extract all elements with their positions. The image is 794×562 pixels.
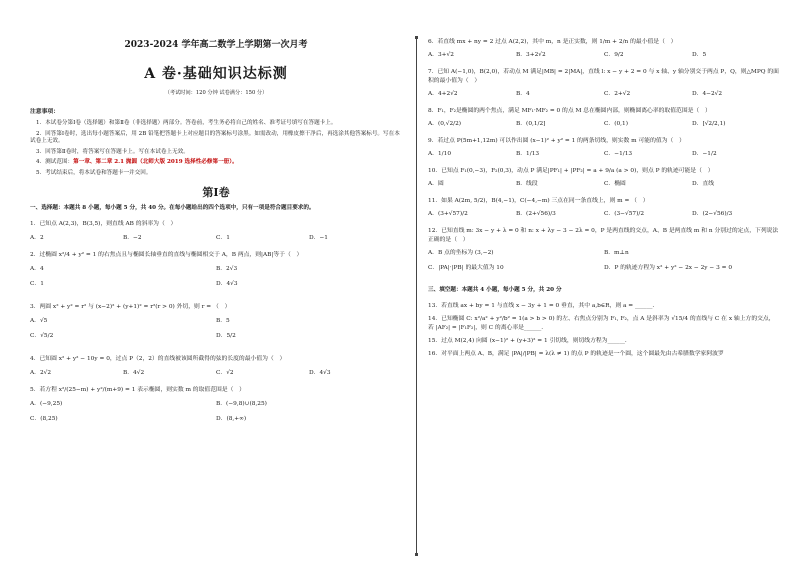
fill-question: 13．若直线 ax + by = 1 与直线 x − 3y + 1 = 0 垂直，其中 a,b∈R，则 a = ______. — [428, 302, 655, 309]
question-text: 6．若直线 mx + ny = 2 过点 A(2,2)，其中 m，n 是正实数，则 1/m + 2/n 的最小值是（ ） — [428, 39, 677, 45]
option: B．m⊥n — [604, 250, 629, 256]
question-options — [428, 90, 780, 99]
option: C．−1/13 — [604, 151, 633, 157]
note-item: 3．回答第Ⅱ卷时，将答案写在答题卡上。写在本试卷上无效。 — [36, 148, 189, 155]
option: D．P 的轨迹方程为 x² + y² − 2x − 2y − 3 = 0 — [604, 265, 733, 271]
section-heading: 一、选择题：本题共 8 小题，每小题 5 分，共 40 分。在每小题给出的四个选项中，只有一项是符合题目要求的。 — [30, 205, 315, 211]
fill-question: 15．过点 M(2,4) 向圆 (x−1)² + (y+3)² = 1 引切线，则切线方程为______. — [428, 337, 627, 344]
option: B．5 — [216, 317, 230, 324]
question-text: 5．若方程 x²/(25−m) + y²/(m+9) = 1 表示椭圆，则实数 m 的取值范围是（ ） — [30, 386, 245, 393]
option: D．(2−√56)/3 — [692, 211, 733, 217]
note-range-value: 第一章、第二章 2.1 抛圆（北师大版 2019 选择性必修第一册）。 — [73, 159, 238, 165]
question-block — [30, 303, 402, 347]
question-text: 1．已知点 A(2,3)，B(3,5)，则直线 AB 的斜率为（ ） — [30, 220, 177, 227]
option: C．|PA|·|PB| 的最大值为 10 — [428, 265, 504, 271]
question-options — [428, 150, 780, 159]
question-options — [30, 265, 402, 295]
option: A．4 — [30, 265, 44, 272]
question-options — [428, 180, 780, 189]
option: C．2+√2 — [604, 91, 631, 97]
option: C．(0,1) — [604, 121, 628, 127]
notes-heading: 注意事项： — [30, 109, 59, 115]
option: C．(3−√57)/2 — [604, 211, 645, 217]
right-column — [416, 0, 794, 562]
exam-meta: （考试时间：120 分钟 试卷满分：150 分） — [164, 90, 268, 96]
option: D．5 — [692, 52, 707, 58]
option: D．−1/2 — [692, 151, 717, 157]
question-options — [30, 317, 402, 347]
exam-title: 2023-2024 学年高二数学上学期第一次月考 — [124, 40, 308, 50]
fill-question: 16．对平面上两点 A、B，满足 |PA|/|PB| = λ(λ ≠ 1) 的点 P 的轨迹是一个圆，这个圆最先由古希腊数学家阿波罗 — [428, 350, 724, 357]
option: B．(−9,8)∪(8,25) — [216, 400, 267, 407]
question-options — [428, 51, 780, 60]
option: B．−2 — [123, 234, 142, 241]
option: C．√2 — [216, 369, 234, 376]
option: A．3+√2 — [428, 52, 454, 58]
question-text: 8．F₁，F₂是椭圆的两个焦点，满足 MF₁·MF₂ = 0 的点 M 总在椭圆内部，则椭圆离心率的取值范围是（ ） — [428, 108, 711, 114]
option: C．(8,25) — [30, 415, 58, 422]
option: D．4√3 — [216, 280, 238, 287]
option: A．B 点的坐标为 (3,−2) — [428, 250, 494, 256]
option: B．2√3 — [216, 265, 238, 272]
question-text: 10．已知点 F₁(0,−3)，F₂(0,3)，动点 P 满足|PF₁| + |PF₂| = a + 9/a (a > 0)，则点 P 的轨迹可能是（ ） — [428, 168, 714, 174]
option: A．2 — [30, 234, 44, 241]
question-block — [428, 197, 780, 219]
option: D．4−2√2 — [692, 91, 723, 97]
exam-subtitle: A 卷·基础知识达标测 — [144, 66, 288, 82]
note-item: 1．本试卷分第Ⅰ卷（选择题）和第Ⅱ卷（非选择题）两部分。答卷前，考生务必将自己的姓名、准考证号填写在答题卡上。 — [36, 120, 337, 126]
question-block — [428, 227, 780, 279]
option: D．5/2 — [216, 332, 236, 339]
section-heading: 三、填空题：本题共 4 小题，每小题 5 分，共 20 分 — [428, 287, 562, 293]
option: A．(−9,25) — [30, 400, 63, 407]
fill-question: 14．已知椭圆 C: x²/a² + y²/b² = 1(a > b > 0) 的左、右焦点分别为 F₁, F₂，点 A 是斜率为 √15/4 的直线与 C 在 x 轴上方的交点，若 |AF₂| = |F₁F₂|，则 C 的离心率是______. — [428, 315, 775, 331]
question-text: 2．过椭圆 x²/4 + y² = 1 的右焦点且与椭圆长轴垂直的直线与椭圆相交于 A，B 两点，则|AB|等于（ ） — [30, 251, 303, 258]
option: D．−1 — [309, 234, 328, 241]
volume-title: 第Ⅰ卷 — [202, 186, 230, 199]
question-block — [30, 251, 402, 295]
question-block — [30, 386, 402, 430]
question-block — [428, 38, 780, 60]
option: C．1 — [30, 280, 44, 287]
question-text: 4．已知圆 x² + y² − 10y = 0，过点 P（2，2）的直线被该圆所截得的弦的长度的最小值为（ ） — [30, 355, 286, 362]
note-item-range — [30, 159, 402, 167]
question-options — [428, 120, 780, 129]
option: B．(0,1/2] — [516, 121, 546, 127]
question-block — [428, 137, 780, 159]
option: D．[√2/2,1) — [692, 121, 726, 127]
question-text: 3．两圆 x² + y² = r² 与 (x−2)² + (y+1)² = r²(r > 0) 外切，则 r = （ ） — [30, 303, 231, 310]
option: D．直线 — [692, 181, 715, 187]
question-options — [30, 234, 402, 243]
question-text: 11．如果 A(2m, 5/2)，B(4,−1)，C(−4,−m) 三点在同一条直线上，则 m = （ ） — [428, 198, 649, 204]
option: B．1/13 — [516, 151, 540, 157]
question-options — [30, 400, 402, 430]
question-text: 7．已知 A(−1,0)，B(2,0)，若动点 M 满足|MB| = 2|MA|，直线 l: x − y + 2 = 0 与 x 轴、y 轴分别交于两点 P，Q，则△MPQ 的面积的最小值为（ ） — [428, 69, 779, 84]
option: A．2√2 — [30, 369, 52, 376]
option: D．(8,+∞) — [216, 415, 247, 422]
option: D．4√3 — [309, 369, 331, 376]
question-text: 12．已知直线 m: 3x − y + λ = 0 和 n: x + λy − 3 − 2λ = 0，P 是两直线的交点，A、B 是两直线 m 和 n 分别过的定点，下列说法正确的是（ ） — [428, 228, 779, 243]
question-options — [428, 249, 780, 279]
option: B．线段 — [516, 181, 538, 187]
option: A．(0,√2/2) — [428, 121, 462, 127]
option: A．圆 — [428, 181, 444, 187]
question-options — [30, 369, 402, 378]
question-options — [428, 210, 780, 219]
option: B．3+2√2 — [516, 52, 546, 58]
note-item: 2．回答第Ⅰ卷时，选出每小题答案后，用 2B 铅笔把答题卡上对应题目的答案标号涂黑。如需改动，用橡皮擦干净后，再选涂其他答案标号。写在本试卷上无效。 — [30, 130, 400, 144]
option: A．√5 — [30, 317, 48, 324]
question-block — [30, 355, 402, 378]
question-block — [428, 107, 780, 129]
question-text: 9．若过点 P(5m+1,12m) 可以作出圆 (x−1)² + y² = 1 的两条切线，则实数 m 可能的值为（ ） — [428, 138, 685, 144]
option: C．√5/2 — [30, 332, 54, 339]
question-block — [428, 68, 780, 99]
question-block — [428, 167, 780, 189]
option: C．1 — [216, 234, 230, 241]
note-range-label: 4．测试范围： — [36, 159, 74, 165]
option: B．(2+√56)/3 — [516, 211, 556, 217]
option: A．(3+√57)/2 — [428, 211, 468, 217]
option: B．4 — [516, 91, 530, 97]
question-block — [30, 220, 402, 243]
option: C．9/2 — [604, 52, 624, 58]
option: B．4√2 — [123, 369, 145, 376]
option: A．4+2√2 — [428, 91, 458, 97]
option: A．1/10 — [428, 151, 452, 157]
option: C．椭圆 — [604, 181, 626, 187]
note-item: 5．考试结束后，将本试卷和答题卡一并交回。 — [36, 169, 152, 176]
